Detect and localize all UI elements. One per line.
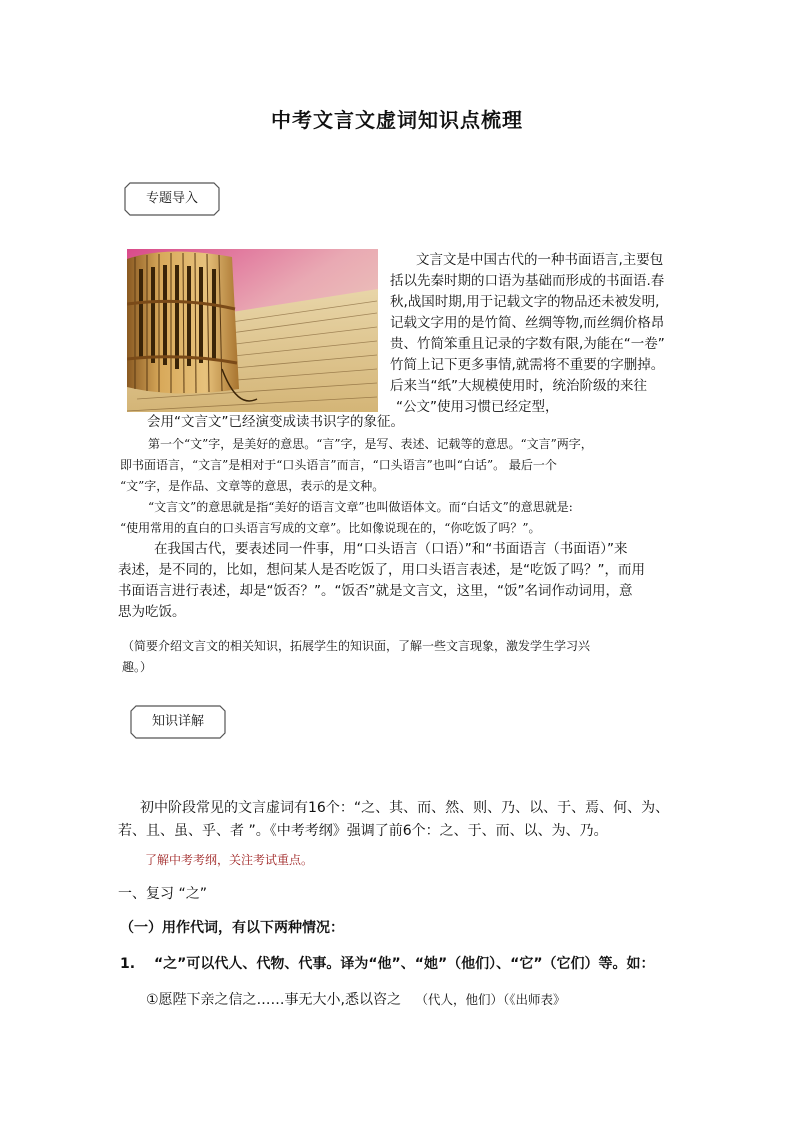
paragraph-line: 初中阶段常见的文言虚词有16个：“之、其、而、然、则、乃、以、于、焉、何、为、 <box>140 800 670 816</box>
intro-paragraph <box>390 250 690 418</box>
intro-line: 后来当“纸”大规模使用时，统治阶级的来往 <box>390 378 647 394</box>
bamboo-slips-photo <box>127 249 378 412</box>
list-item-text: “之”可以代人、代物、代事。译为“他”、“她”（他们）、“它”（它们）等。如： <box>153 956 655 972</box>
intro-line: “公文”使用习惯已经定型， <box>396 399 559 415</box>
intro-line: 记载文字用的是竹简、丝绸等物,而丝绸价格昂 <box>390 315 665 331</box>
explanation-paragraph-2 <box>120 497 690 539</box>
explanation-paragraph-1 <box>120 434 690 497</box>
example-text: ①愿陛下亲之信之……事无大小,悉以咨之 <box>146 992 402 1008</box>
paragraph-example <box>118 539 692 623</box>
intro-line: 秋,战国时期,用于记载文字的物品还未被发明, <box>390 294 660 310</box>
note-line: 趣。） <box>122 660 153 674</box>
note-line: （简要介绍文言文的相关知识，拓展学生的知识面，了解一些文言现象，激发学生学习兴 <box>122 639 591 653</box>
section-heading-zhi: 一、复习 “之” <box>118 886 207 902</box>
explanation-line: 即书面语言，“文言”是相对于“口头语言”而言，“口头语言”也叫“白话”。 最后一个 <box>120 458 557 472</box>
explanation-line: “文言文”的意思就是指“美好的语言文章”也叫做语体文。而“白话文”的意思就是: <box>148 500 573 514</box>
paragraph-line: 在我国古代，要表述同一件事，用“口头语言（口语）”和“书面语言（书面语）”来 <box>154 541 628 557</box>
intro-line: 括以先秦时期的口语为基础而形成的书面语.春 <box>390 273 665 289</box>
paragraph-line: 思为吃饭。 <box>118 604 186 620</box>
section-tag-label: 知识详解 <box>151 714 204 729</box>
paragraph-line: 若、且、虽、乎、者 ”。《中考考纲》强调了前6个：之、于、而、以、为、乃。 <box>118 823 608 839</box>
paragraph-line: 表述，是不同的，比如，想问某人是否吃饭了，用口头语言表述，是“吃饭了吗？”，而用 <box>118 562 645 578</box>
example-annotation: （代人，他们）（《出师表》 <box>415 992 566 1007</box>
teaching-note <box>122 636 692 678</box>
intro-line: 文言文是中国古代的一种书面语言,主要包 <box>416 252 664 268</box>
common-words-paragraph <box>118 797 694 843</box>
exam-focus-note: 了解中考考纲，关注考试重点。 <box>145 853 314 867</box>
intro-last-line: 会用“文言文”已经演变成读书识字的象征。 <box>147 414 404 430</box>
explanation-line: “使用常用的直白的口头语言写成的文章”。比如像说现在的，“你吃饭了吗？”。 <box>120 521 541 535</box>
document-title: 中考文言文虚词知识点梳理 <box>271 108 523 132</box>
intro-line: 贵、竹简笨重且记录的字数有限,为能在“一卷” <box>390 336 665 352</box>
paragraph-line: 书面语言进行表述，却是“饭否？”。“饭否”就是文言文，这里，“饭”名词作动词用，意 <box>118 583 633 599</box>
explanation-line: 第一个“文”字，是美好的意思。“言”字，是写、表述、记载等的意思。“文言”两字， <box>148 437 593 451</box>
section-tag-knowledge <box>130 705 226 739</box>
section-tag-intro <box>124 182 220 216</box>
subsection-heading-pronoun: （一）用作代词，有以下两种情况： <box>120 920 344 936</box>
list-item-1 <box>120 954 655 975</box>
intro-line: 竹简上记下更多事情,就需将不重要的字删掉。 <box>390 357 665 373</box>
example-line <box>146 989 565 1011</box>
section-tag-label: 专题导入 <box>145 191 198 206</box>
list-number: 1. <box>120 956 136 972</box>
explanation-line: “文”字，是作品、文章等的意思，表示的是文种。 <box>120 479 385 493</box>
